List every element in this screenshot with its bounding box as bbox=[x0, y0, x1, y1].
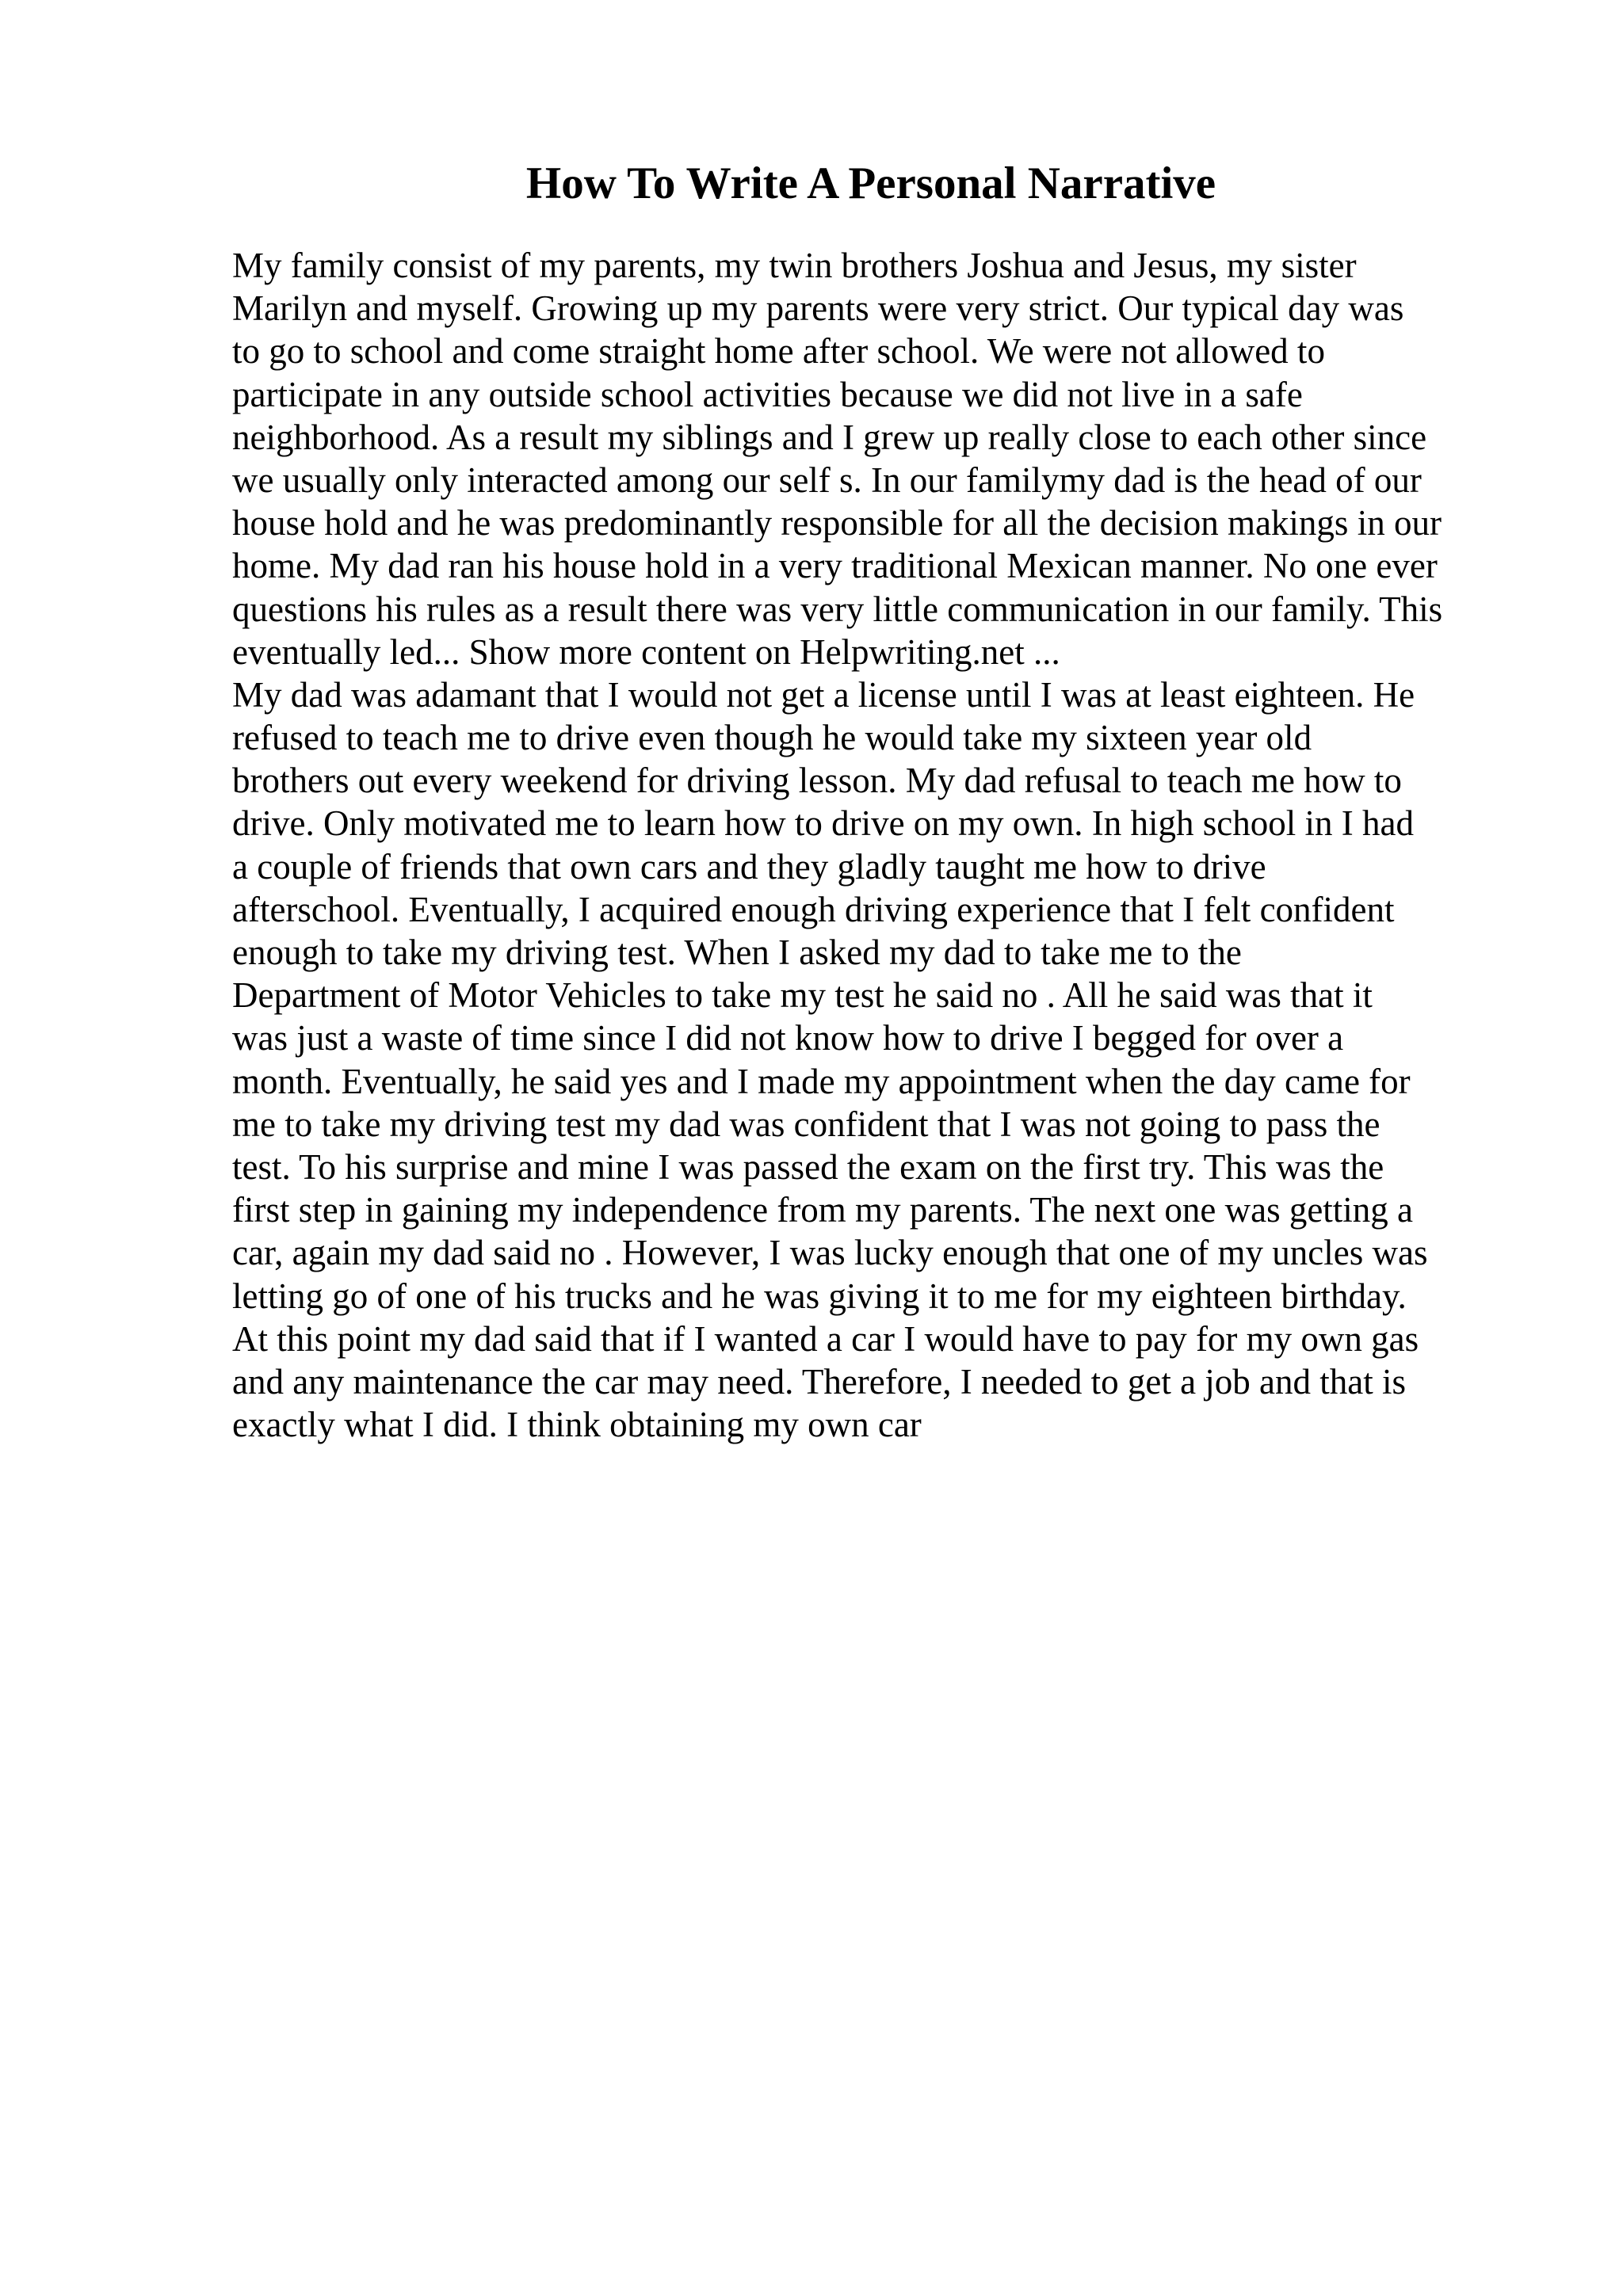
text-line: At this point my dad said that if I wanted a car I would have to pay for my own gas bbox=[232, 1318, 1419, 1359]
text-line: refused to teach me to drive even though he would take my sixteen year old bbox=[232, 718, 1312, 758]
text-line: My family consist of my parents, my twin brothers Joshua and Jesus, my sister bbox=[232, 246, 1357, 285]
text-line: and any maintenance the car may need. Therefore, I needed to get a job and that is bbox=[232, 1361, 1407, 1402]
document-body bbox=[232, 244, 1516, 1446]
text-line: a couple of friends that own cars and they gladly taught me how to drive bbox=[232, 846, 1266, 887]
text-line: drive. Only motivated me to learn how to drive on my own. In high school in I had bbox=[232, 803, 1414, 844]
text-line: first step in gaining my independence from my parents. The next one was getting a bbox=[232, 1190, 1414, 1230]
text-line: letting go of one of his trucks and he was giving it to me for my eighteen birthday. bbox=[232, 1276, 1407, 1316]
text-line: test. To his surprise and mine I was passed the exam on the first try. This was the bbox=[232, 1146, 1384, 1187]
text-line: brothers out every weekend for driving lesson. My dad refusal to teach me how to bbox=[232, 761, 1402, 801]
text-line: car, again my dad said no . However, I was lucky enough that one of my uncles was bbox=[232, 1233, 1428, 1273]
text-line: Marilyn and myself. Growing up my parents were very strict. Our typical day was bbox=[232, 288, 1404, 329]
text-line: me to take my driving test my dad was confident that I was not going to pass the bbox=[232, 1104, 1381, 1144]
text-line: to go to school and come straight home after school. We were not allowed to bbox=[232, 331, 1325, 372]
text-line: exactly what I did. I think obtaining my own car bbox=[232, 1405, 922, 1445]
text-line: Department of Motor Vehicles to take my test he said no . All he said was that it bbox=[232, 975, 1373, 1016]
text-line: enough to take my driving test. When I asked my dad to take me to the bbox=[232, 933, 1242, 972]
text-line: eventually led... Show more content on Helpwriting.net ... bbox=[232, 631, 1060, 672]
text-line: participate in any outside school activities because we did not live in a safe bbox=[232, 374, 1303, 414]
text-line: we usually only interacted among our self s. In our familymy dad is the head of our bbox=[232, 460, 1422, 500]
text-line: was just a waste of time since I did not know how to drive I begged for over a bbox=[232, 1018, 1344, 1058]
text-line: neighborhood. As a result my siblings and I grew up really close to each other since bbox=[232, 417, 1427, 457]
text-line: afterschool. Eventually, I acquired enough driving experience that I felt confident bbox=[232, 889, 1395, 929]
text-line: My dad was adamant that I would not get a license until I was at least eighteen. He bbox=[232, 674, 1415, 715]
text-line: month. Eventually, he said yes and I made my appointment when the day came for bbox=[232, 1061, 1411, 1101]
page-title: How To Write A Personal Narrative bbox=[525, 158, 1216, 208]
text-line: questions his rules as a result there was very little communication in our family. This bbox=[232, 589, 1443, 629]
text-line: house hold and he was predominantly responsible for all the decision makings in our bbox=[232, 503, 1442, 543]
text-line: home. My dad ran his house hold in a very traditional Mexican manner. No one ever bbox=[232, 546, 1438, 586]
